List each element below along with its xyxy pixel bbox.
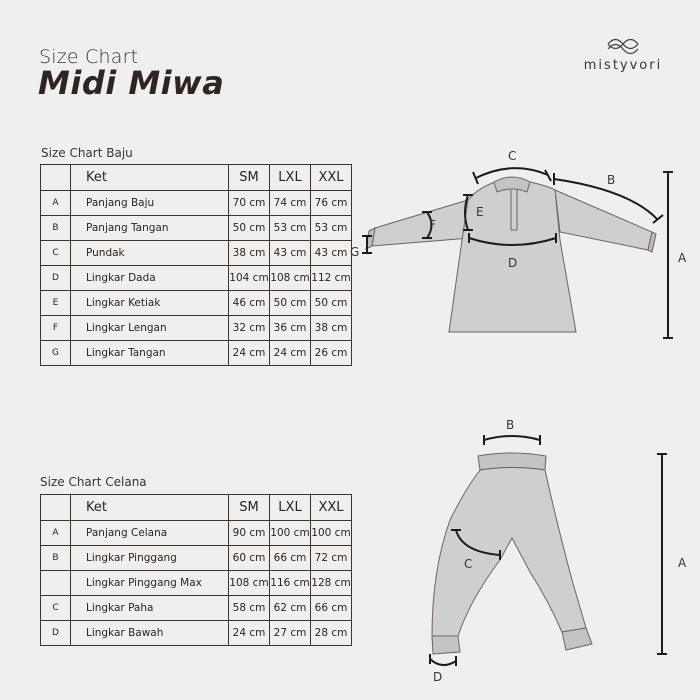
shirt-right-sleeve bbox=[555, 190, 652, 250]
row-name: Panjang Baju bbox=[71, 191, 229, 216]
row-name: Lingkar Lengan bbox=[71, 316, 229, 341]
row-sm-value: 24 cm bbox=[229, 341, 270, 366]
row-sm-value: 108 cm bbox=[229, 571, 270, 596]
baju-section-label: Size Chart Baju bbox=[41, 146, 133, 160]
row-xxl-value: 26 cm bbox=[311, 341, 352, 366]
row-sm-value: 58 cm bbox=[229, 596, 270, 621]
pants-label-b: B bbox=[506, 418, 515, 432]
row-sm-value: 46 cm bbox=[229, 291, 270, 316]
row-lxl-value: 108 cm bbox=[270, 266, 311, 291]
row-lxl-value: 116 cm bbox=[270, 571, 311, 596]
header-ket: Ket bbox=[71, 165, 229, 191]
row-sm-value: 50 cm bbox=[229, 216, 270, 241]
brand-name: mistyvori bbox=[583, 58, 663, 73]
row-xxl-value: 72 cm bbox=[311, 546, 352, 571]
pants-label-a: A bbox=[678, 556, 687, 570]
header-sm: SM bbox=[229, 165, 270, 191]
row-name: Lingkar Ketiak bbox=[71, 291, 229, 316]
shirt-label-g: G bbox=[350, 245, 360, 259]
pants-label-c: C bbox=[464, 557, 473, 571]
measure-b-line bbox=[484, 436, 540, 440]
row-name: Lingkar Tangan bbox=[71, 341, 229, 366]
row-sm-value: 70 cm bbox=[229, 191, 270, 216]
row-lxl-value: 36 cm bbox=[270, 316, 311, 341]
row-code: B bbox=[41, 216, 71, 241]
row-sm-value: 32 cm bbox=[229, 316, 270, 341]
row-code: C bbox=[41, 241, 71, 266]
row-code: D bbox=[41, 266, 71, 291]
row-lxl-value: 74 cm bbox=[270, 191, 311, 216]
row-xxl-value: 128 cm bbox=[311, 571, 352, 596]
pants-label-d: D bbox=[433, 670, 443, 684]
row-sm-value: 38 cm bbox=[229, 241, 270, 266]
shirt-label-e: E bbox=[476, 205, 484, 219]
row-code: C bbox=[41, 596, 71, 621]
shirt-illustration bbox=[366, 177, 656, 332]
row-xxl-value: 100 cm bbox=[311, 521, 352, 546]
row-lxl-value: 62 cm bbox=[270, 596, 311, 621]
header-sm: SM bbox=[229, 495, 270, 521]
row-name: Pundak bbox=[71, 241, 229, 266]
row-xxl-value: 50 cm bbox=[311, 291, 352, 316]
page-subtitle: Size Chart bbox=[39, 46, 139, 68]
row-lxl-value: 100 cm bbox=[270, 521, 311, 546]
row-sm-value: 90 cm bbox=[229, 521, 270, 546]
pants-right-cuff bbox=[562, 628, 592, 650]
row-name: Lingkar Pinggang bbox=[71, 546, 229, 571]
row-xxl-value: 38 cm bbox=[311, 316, 352, 341]
row-lxl-value: 53 cm bbox=[270, 216, 311, 241]
header-lxl: LXL bbox=[270, 495, 311, 521]
shirt-label-a: A bbox=[678, 251, 687, 265]
row-code: B bbox=[41, 546, 71, 571]
row-sm-value: 60 cm bbox=[229, 546, 270, 571]
shirt-label-f: F bbox=[429, 218, 436, 232]
shirt-label-b: B bbox=[607, 173, 616, 187]
shirt-label-d: D bbox=[508, 256, 518, 270]
row-xxl-value: 53 cm bbox=[311, 216, 352, 241]
row-code: E bbox=[41, 291, 71, 316]
row-name: Lingkar Paha bbox=[71, 596, 229, 621]
pants-illustration bbox=[432, 453, 592, 654]
header-xxl: XXL bbox=[311, 165, 352, 191]
row-lxl-value: 24 cm bbox=[270, 341, 311, 366]
row-name: Lingkar Bawah bbox=[71, 621, 229, 646]
measure-d-line bbox=[430, 659, 456, 665]
row-xxl-value: 28 cm bbox=[311, 621, 352, 646]
shirt-label-c: C bbox=[508, 149, 517, 163]
row-code: D bbox=[41, 621, 71, 646]
header-lxl: LXL bbox=[270, 165, 311, 191]
row-xxl-value: 43 cm bbox=[311, 241, 352, 266]
row-xxl-value: 112 cm bbox=[311, 266, 352, 291]
row-xxl-value: 76 cm bbox=[311, 191, 352, 216]
shirt-left-sleeve bbox=[372, 200, 470, 246]
row-code: A bbox=[41, 521, 71, 546]
header-ket: Ket bbox=[71, 495, 229, 521]
row-lxl-value: 66 cm bbox=[270, 546, 311, 571]
header-xxl: XXL bbox=[311, 495, 352, 521]
pants-left-cuff bbox=[432, 636, 460, 654]
row-name: Lingkar Dada bbox=[71, 266, 229, 291]
row-lxl-value: 43 cm bbox=[270, 241, 311, 266]
pants-legs bbox=[432, 468, 586, 637]
row-name: Lingkar Pinggang Max bbox=[71, 571, 229, 596]
row-xxl-value: 66 cm bbox=[311, 596, 352, 621]
row-name: Panjang Tangan bbox=[71, 216, 229, 241]
row-code: A bbox=[41, 191, 71, 216]
row-lxl-value: 50 cm bbox=[270, 291, 311, 316]
page-title: Midi Miwa bbox=[38, 64, 225, 102]
row-code: F bbox=[41, 316, 71, 341]
celana-section-label: Size Chart Celana bbox=[40, 475, 147, 489]
row-sm-value: 104 cm bbox=[229, 266, 270, 291]
row-sm-value: 24 cm bbox=[229, 621, 270, 646]
row-lxl-value: 27 cm bbox=[270, 621, 311, 646]
row-name: Panjang Celana bbox=[71, 521, 229, 546]
row-code: G bbox=[41, 341, 71, 366]
